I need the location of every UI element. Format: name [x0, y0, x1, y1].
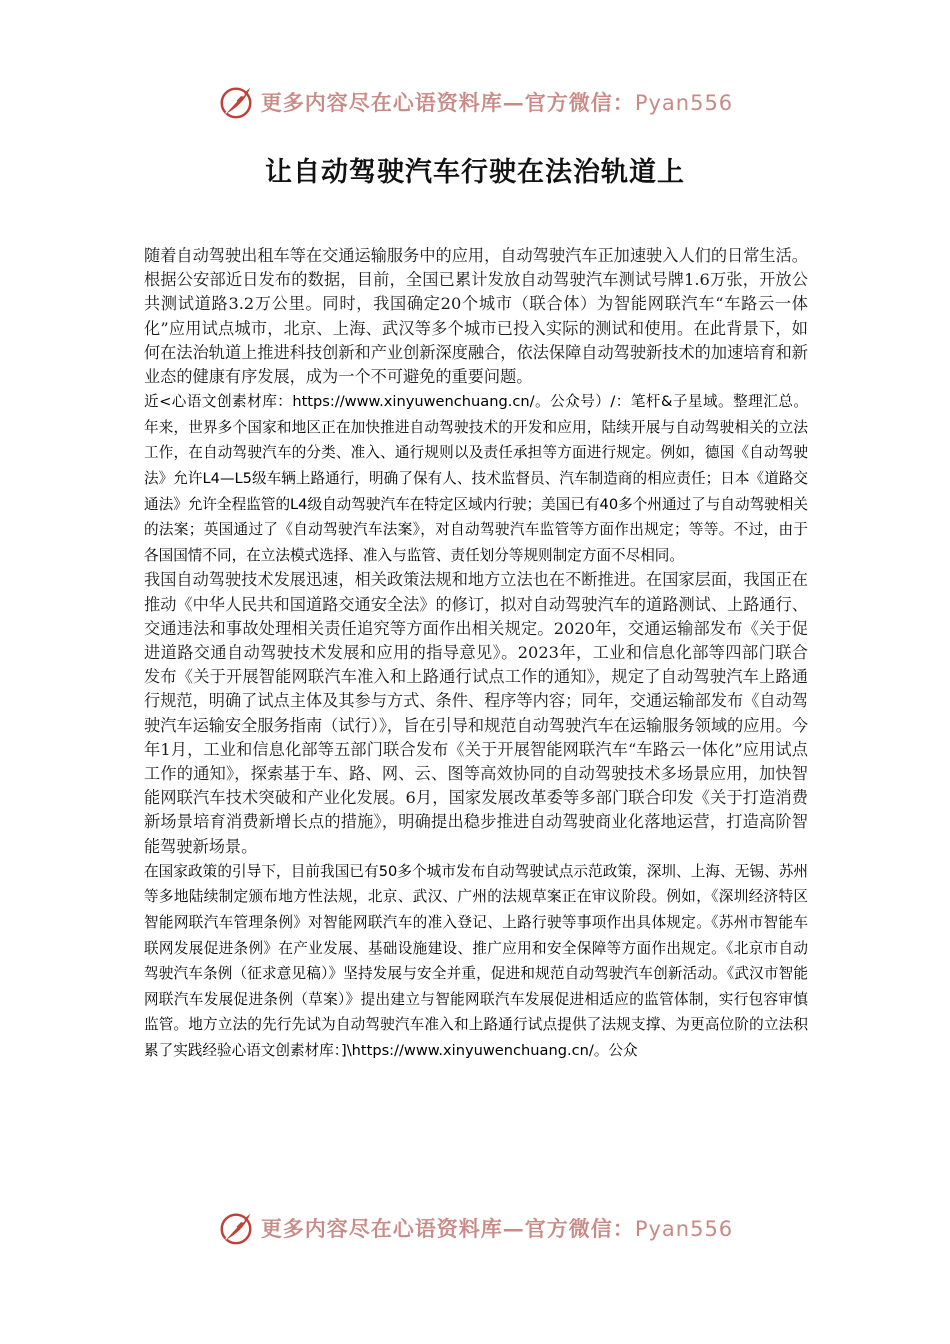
banner-text-wechat-id: Pyan556 — [634, 1217, 734, 1241]
document-title: 让自动驾驶汽车行驶在法治轨道上 — [265, 157, 685, 188]
quill-pen-logo-icon — [217, 83, 255, 121]
paragraph-4: 在国家政策的引导下，目前我国已有50多个城市发布自动驾驶试点示范政策，深圳、上海、无锡、苏州等多地陆续制定颁布地方性法规，北京、武汉、广州的法规草案正在审议阶段。例如，《深圳经济特区智能网联汽车管理条例》对智能网联汽车的准入登记、上路行驶等事项作出具体规定。《苏州市智能车联网发展促进条例》在产业发展、基础设施建设、推广应用和安全保障等方面作出规定。《北京市自动驾驶汽车条例（征求意见稿）》坚持发展与安全并重，促进和规范自动驾驶汽车创新活动。《武汉市智能网联汽车发展促进条例（草案）》提出建立与智能网联汽车发展促进相适应的监管体制，实行包容审慎监管。地方立法的先行先试为自动驾驶汽车准入和上路通行试点提供了法规支撑、为更高位阶的立法积累了实践经验心语文创素材库：]\https://www.xinyuwenchuang.cn/。公众 — [144, 862, 808, 1059]
banner-text-cn: 更多内容尽在心语资料库—官方微信： — [260, 1216, 635, 1241]
footer-banner — [0, 1208, 950, 1248]
banner-group — [217, 1209, 733, 1247]
document-body — [144, 244, 808, 1064]
paragraph-3: 我国自动驾驶技术发展迅速，相关政策法规和地方立法也在不断推进。在国家层面，我国正在推动《中华人民共和国道路交通安全法》的修订，拟对自动驾驶汽车的道路测试、上路通行、交通违法和事故处理相关责任追究等方面作出相关规定。2020年，交通运输部发布《关于促进道路交通自动驾驶技术发展和应用的指导意见》。2023年，工业和信息化部等四部门联合发布《关于开展智能网联汽车准入和上路通行试点工作的通知》，规定了自动驾驶汽车上路通行规范，明确了试点主体及其参与方式、条件、程序等内容；同年，交通运输部发布《自动驾驶汽车运输安全服务指南（试行）》，旨在引导和规范自动驾驶汽车在运输服务领域的应用。今年1月，工业和信息化部等五部门联合发布《关于开展智能网联汽车“车路云一体化”应用试点工作的通知》，探索基于车、路、网、云、图等高效协同的自动驾驶技术多场景应用，加快智能网联汽车技术突破和产业化发展。6月，国家发展改革委等多部门联合印发《关于打造消费新场景培育消费新增长点的措施》，明确提出稳步推进自动驾驶商业化落地运营，打造高阶智能驾驶新场景。 — [144, 570, 808, 856]
banner-text-cn: 更多内容尽在心语资料库—官方微信： — [260, 90, 635, 115]
header-banner — [0, 82, 950, 122]
banner-text — [261, 1213, 733, 1243]
banner-text — [261, 87, 733, 117]
paragraph-1: 随着自动驾驶出租车等在交通运输服务中的应用，自动驾驶汽车正加速驶入人们的日常生活。根据公安部近日发布的数据，目前，全国已累计发放自动驾驶汽车测试号牌1.6万张，开放公共测试道路3.2万公里。同时，我国确定20个城市（联合体）为智能网联汽车“车路云一体化”应用试点城市，北京、上海、武汉等多个城市已投入实际的测试和使用。在此背景下，如何在法治轨道上推进科技创新和产业创新深度融合，依法保障自动驾驶新技术的加速培育和新业态的健康有序发展，成为一个不可避免的重要问题。 — [144, 246, 808, 387]
paragraph-2: 近<心语文创素材库：https://www.xinyuwenchuang.cn/。公众号）/：笔杆&子星域。整理汇总。年来，世界多个国家和地区正在加快推进自动驾驶技术的开发和应用，陆续开展与自动驾驶相关的立法工作，在自动驾驶汽车的分类、准入、通行规则以及责任承担等方面进行规定。例如，德国《自动驾驶法》允许L4—L5级车辆上路通行，明确了保有人、技术监督员、汽车制造商的相应责任；日本《道路交通法》允许全程监管的L4级自动驾驶汽车在特定区域内行驶；美国已有40多个州通过了与自动驾驶相关的法案；英国通过了《自动驾驶汽车法案》，对自动驾驶汽车监管等方面作出规定；等等。不过，由于各国国情不同，在立法模式选择、准入与监管、责任划分等规则制定方面不尽相同。 — [144, 393, 808, 564]
banner-text-wechat-id: Pyan556 — [634, 91, 734, 115]
quill-pen-logo-icon — [217, 1209, 255, 1247]
banner-group — [217, 83, 733, 121]
